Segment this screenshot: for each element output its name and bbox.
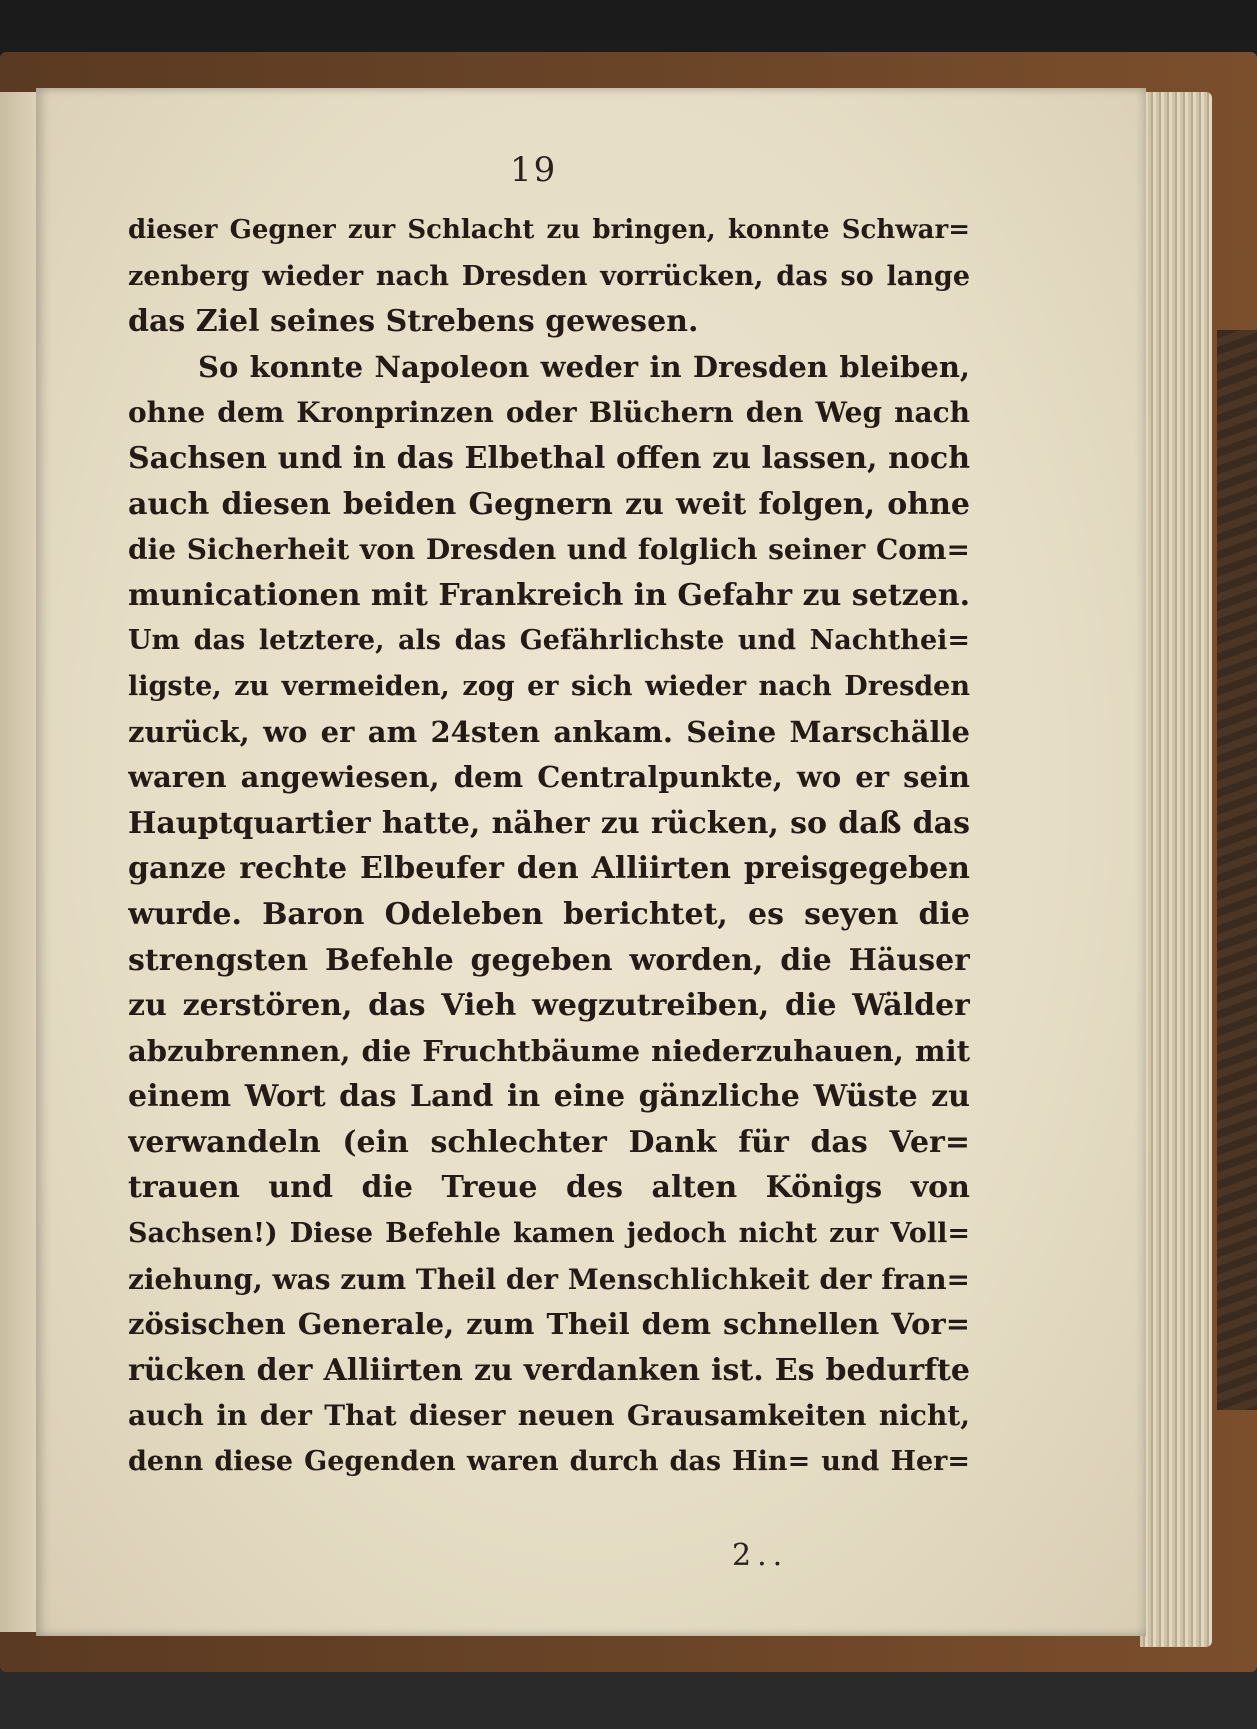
text-line: Hauptquartier hatte, näher zu rücken, so daß das — [128, 805, 970, 841]
text-line: das Ziel seines Strebens gewesen. — [128, 304, 699, 340]
text-line: auch in der That dieser neuen Grausamkeiten nicht, — [128, 1399, 970, 1433]
page-stack-edges — [1140, 92, 1212, 1647]
page-text — [128, 208, 970, 1485]
text-line: ganze rechte Elbeufer den Alliirten preisgegeben — [128, 851, 970, 887]
page-number: 19 — [510, 150, 558, 190]
previous-page-edge — [0, 92, 36, 1632]
text-line: ohne dem Kronprinzen oder Blüchern den Weg nach — [128, 396, 970, 430]
text-line: So konnte Napoleon weder in Dresden bleiben, — [198, 349, 970, 384]
text-line: rücken der Alliirten zu verdanken ist. Es bedurfte — [128, 1352, 970, 1388]
text-line: Sachsen!) Diese Befehle kamen jedoch nicht zur Voll= — [128, 1218, 970, 1250]
text-line: zösischen Generale, zum Theil dem schnellen Vor= — [128, 1307, 970, 1342]
text-line: zurück, wo er am 24sten ankam. Seine Marschälle — [128, 714, 970, 749]
text-line: wurde. Baron Odeleben berichtet, es seyen die — [128, 896, 970, 932]
text-line: zu zerstören, das Vieh wegzutreiben, die Wälder — [128, 988, 970, 1024]
text-line: verwandeln (ein schlechter Dank für das Ver= — [128, 1124, 970, 1160]
text-line: dieser Gegner zur Schlacht zu bringen, konnte Schwar= — [128, 215, 970, 245]
signature-mark: 2.. — [732, 1538, 789, 1573]
text-line: zenberg wieder nach Dresden vorrücken, das so lange — [128, 260, 970, 292]
text-line: denn diese Gegenden waren durch das Hin= und Her= — [128, 1446, 970, 1478]
text-line: abzubrennen, die Fruchtbäume niederzuhauen, mit — [128, 1033, 970, 1068]
text-line: auch diesen beiden Gegnern zu weit folgen, ohne — [128, 486, 970, 522]
text-line: ligste, zu vermeiden, zog er sich wieder nach Dresden — [128, 670, 970, 702]
text-line: Um das letztere, als das Gefährlichste und Nachthei= — [128, 625, 970, 657]
book-cover-marbled-edge — [1217, 330, 1257, 1410]
text-line: strengsten Befehle gegeben worden, die Häuser — [128, 942, 970, 978]
text-line: trauen und die Treue des alten Königs von — [128, 1170, 970, 1206]
text-line: municationen mit Frankreich in Gefahr zu setzen. — [128, 577, 970, 613]
text-line: einem Wort das Land in eine gänzliche Wüste zu — [128, 1079, 970, 1115]
text-line: die Sicherheit von Dresden und folglich seiner Com= — [128, 533, 970, 567]
text-line: Sachsen und in das Elbethal offen zu lassen, noch — [128, 440, 970, 476]
text-line: ziehung, was zum Theil der Menschlichkeit der fran= — [128, 1262, 970, 1296]
text-line: waren angewiesen, dem Centralpunkte, wo er sein — [128, 760, 970, 795]
